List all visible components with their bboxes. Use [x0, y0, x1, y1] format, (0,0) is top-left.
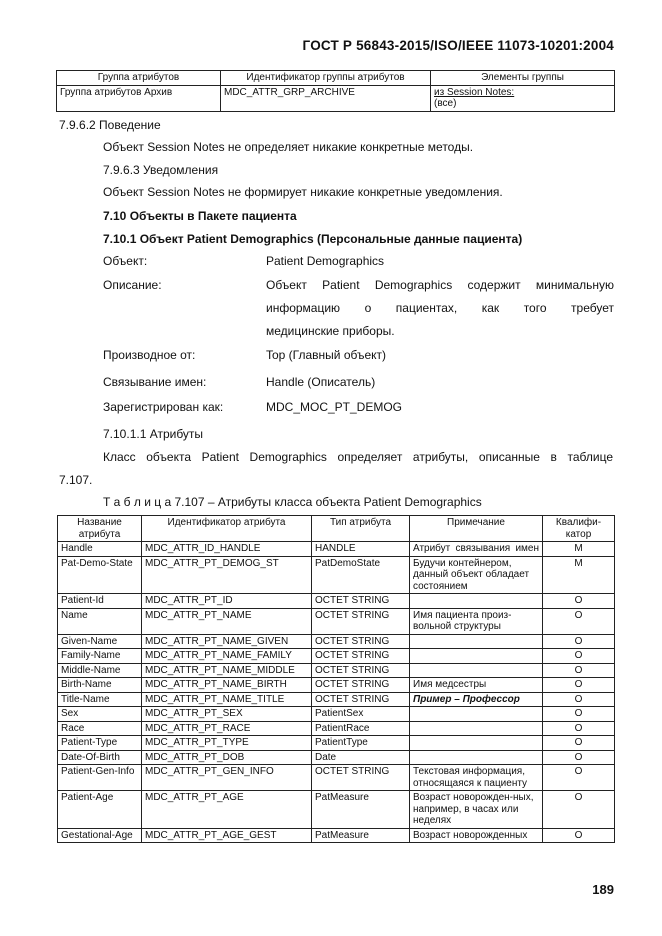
attr-qualifier-cell: O [543, 692, 615, 707]
attr-name-cell: Pat-Demo-State [58, 556, 142, 594]
attr-type-cell: OCTET STRING [312, 678, 410, 693]
attr-id-cell: MDC_ATTR_PT_AGE_GEST [142, 828, 312, 843]
attr-id-cell: MDC_ATTR_PT_DEMOG_ST [142, 556, 312, 594]
attr-name-cell: Patient-Age [58, 791, 142, 829]
attr-qualifier-cell: O [543, 678, 615, 693]
attr-name-cell: Gestational-Age [58, 828, 142, 843]
attr-note-cell [410, 736, 543, 751]
col-header-attr-name: Название атрибута [58, 516, 142, 542]
attr-type-cell: OCTET STRING [312, 634, 410, 649]
attr-note-cell: Возраст новорожденных [410, 828, 543, 843]
attr-name-cell: Handle [58, 542, 142, 557]
attr-id-cell: MDC_ATTR_PT_DOB [142, 750, 312, 765]
col-header-qualifier: Квалифи-катор [543, 516, 615, 542]
attr-type-cell: OCTET STRING [312, 608, 410, 634]
attr-type-cell: PatientSex [312, 707, 410, 722]
table-caption: Т а б л и ц а 7.107 – Атрибуты класса объекта Patient Demographics [103, 495, 482, 509]
attr-name-cell: Date-Of-Birth [58, 750, 142, 765]
attr-id-cell: MDC_ATTR_PT_NAME [142, 608, 312, 634]
attr-qualifier-cell: O [543, 594, 615, 609]
attr-qualifier-cell: O [543, 634, 615, 649]
attr-qualifier-cell: O [543, 750, 615, 765]
table-row [58, 649, 615, 664]
derived-from-label: Производное от: [103, 348, 196, 362]
attr-note-cell [410, 594, 543, 609]
attr-type-cell: OCTET STRING [312, 649, 410, 664]
group-id-cell: MDC_ATTR_GRP_ARCHIVE [221, 85, 431, 111]
attr-type-cell: PatientRace [312, 721, 410, 736]
table-row [58, 721, 615, 736]
attr-name-cell: Given-Name [58, 634, 142, 649]
table-row [58, 692, 615, 707]
attr-note-cell: Будучи контейнером, данный объект обладает состоянием [410, 556, 543, 594]
table-row [58, 765, 615, 791]
attr-note-cell: Пример – Профессор [410, 692, 543, 707]
attr-id-cell: MDC_ATTR_PT_NAME_GIVEN [142, 634, 312, 649]
attr-type-cell: OCTET STRING [312, 692, 410, 707]
attr-qualifier-cell: O [543, 663, 615, 678]
col-header-elements: Элементы группы [431, 71, 615, 86]
name-binding-value: Handle (Описатель) [266, 375, 376, 389]
attributes-table [57, 515, 615, 843]
col-header-attr-id: Идентификатор атрибута [142, 516, 312, 542]
attr-name-cell: Sex [58, 707, 142, 722]
attr-type-cell: PatMeasure [312, 828, 410, 843]
section-710-heading: 7.10 Объекты в Пакете пациента [103, 209, 297, 223]
attr-qualifier-cell: M [543, 542, 615, 557]
col-header-attr-type: Тип атрибута [312, 516, 410, 542]
derived-from-value: Top (Главный объект) [266, 348, 387, 362]
attr-note-cell: Имя медсестры [410, 678, 543, 693]
attr-note-cell: Возраст новорожден-ных, например, в часах или неделях [410, 791, 543, 829]
table-row [58, 750, 615, 765]
attr-name-cell: Name [58, 608, 142, 634]
col-header-group-id: Идентификатор группы атрибутов [221, 71, 431, 86]
table-row [58, 707, 615, 722]
attr-note-cell [410, 634, 543, 649]
section-7963-heading: 7.9.6.3 Уведомления [103, 163, 219, 177]
attr-id-cell: MDC_ATTR_PT_NAME_BIRTH [142, 678, 312, 693]
attr-type-cell: PatDemoState [312, 556, 410, 594]
document-header: ГОСТ Р 56843-2015/ISO/IEEE 11073-10201:2004 [302, 38, 614, 53]
group-name-cell: Группа атрибутов Архив [57, 85, 221, 111]
description-line-2: информацию о пациентах, как того требует [266, 301, 614, 315]
attr-qualifier-cell: O [543, 608, 615, 634]
table-row [58, 556, 615, 594]
attr-id-cell: MDC_ATTR_PT_NAME_MIDDLE [142, 663, 312, 678]
attr-id-cell: MDC_ATTR_PT_AGE [142, 791, 312, 829]
section-7962-body: Объект Session Notes не определяет никакие конкретные методы. [103, 140, 474, 154]
table-row [58, 828, 615, 843]
attr-id-cell: MDC_ATTR_PT_NAME_TITLE [142, 692, 312, 707]
attr-qualifier-cell: M [543, 556, 615, 594]
attr-name-cell: Title-Name [58, 692, 142, 707]
attr-type-cell: PatientType [312, 736, 410, 751]
attr-id-cell: MDC_ATTR_PT_TYPE [142, 736, 312, 751]
attr-note-cell [410, 707, 543, 722]
attr-type-cell: PatMeasure [312, 791, 410, 829]
object-label: Объект: [103, 254, 148, 268]
attr-qualifier-cell: O [543, 721, 615, 736]
attr-qualifier-cell: O [543, 791, 615, 829]
attr-name-cell: Birth-Name [58, 678, 142, 693]
registered-as-label: Зарегистрирован как: [103, 400, 224, 414]
col-header-group: Группа атрибутов [57, 71, 221, 86]
group-elements-line-2: (все) [434, 98, 457, 109]
attr-name-cell: Patient-Id [58, 594, 142, 609]
section-71011-heading: 7.10.1.1 Атрибуты [103, 427, 204, 441]
description-line-3: медицинские приборы. [266, 324, 395, 338]
attr-qualifier-cell: O [543, 649, 615, 664]
table-row [58, 594, 615, 609]
description-label: Описание: [103, 278, 162, 292]
section-7962-heading: 7.9.6.2 Поведение [59, 118, 161, 132]
attr-note-cell: Текстовая информация, относящаяся к пациенту [410, 765, 543, 791]
table-row [58, 678, 615, 693]
section-71011-body-line-1: Класс объекта Patient Demographics определяет атрибуты, описанные в таблице [103, 450, 613, 464]
attribute-group-table [56, 70, 615, 112]
attr-name-cell: Family-Name [58, 649, 142, 664]
page-number: 189 [592, 882, 614, 897]
attr-type-cell: Date [312, 750, 410, 765]
attr-name-cell: Patient-Gen-Info [58, 765, 142, 791]
section-7963-body: Объект Session Notes не формирует никакие конкретные уведомления. [103, 185, 503, 199]
attr-note-cell [410, 750, 543, 765]
registered-as-value: MDC_MOC_PT_DEMOG [266, 400, 403, 414]
col-header-note: Примечание [410, 516, 543, 542]
attr-type-cell: HANDLE [312, 542, 410, 557]
attr-qualifier-cell: O [543, 736, 615, 751]
table-row [58, 663, 615, 678]
attr-type-cell: OCTET STRING [312, 594, 410, 609]
attr-id-cell: MDC_ATTR_PT_ID [142, 594, 312, 609]
attr-type-cell: OCTET STRING [312, 765, 410, 791]
attr-note-cell [410, 663, 543, 678]
attr-qualifier-cell: O [543, 828, 615, 843]
attr-id-cell: MDC_ATTR_ID_HANDLE [142, 542, 312, 557]
attr-id-cell: MDC_ATTR_PT_NAME_FAMILY [142, 649, 312, 664]
table-row [58, 736, 615, 751]
table-row [58, 608, 615, 634]
table-row [58, 542, 615, 557]
attr-name-cell: Patient-Type [58, 736, 142, 751]
name-binding-label: Связывание имен: [103, 375, 207, 389]
attr-note-cell [410, 649, 543, 664]
group-elements-line-1: из Session Notes: [434, 86, 515, 98]
section-7101-heading: 7.10.1 Объект Patient Demographics (Персональные данные пациента) [103, 232, 523, 246]
attr-id-cell: MDC_ATTR_PT_GEN_INFO [142, 765, 312, 791]
attr-id-cell: MDC_ATTR_PT_RACE [142, 721, 312, 736]
description-line-1: Объект Patient Demographics содержит минимальную [266, 278, 614, 292]
object-value: Patient Demographics [266, 254, 385, 268]
attr-qualifier-cell: O [543, 765, 615, 791]
attr-qualifier-cell: O [543, 707, 615, 722]
table-row [58, 634, 615, 649]
attr-name-cell: Race [58, 721, 142, 736]
section-71011-body-line-2: 7.107. [59, 473, 93, 487]
group-elements-cell [431, 85, 615, 111]
table-row [58, 791, 615, 829]
attr-id-cell: MDC_ATTR_PT_SEX [142, 707, 312, 722]
attr-note-cell: Имя пациента произ-вольной структуры [410, 608, 543, 634]
attr-name-cell: Middle-Name [58, 663, 142, 678]
attr-note-cell: Атрибут связывания имен [410, 542, 543, 557]
attr-type-cell: OCTET STRING [312, 663, 410, 678]
attr-note-cell [410, 721, 543, 736]
